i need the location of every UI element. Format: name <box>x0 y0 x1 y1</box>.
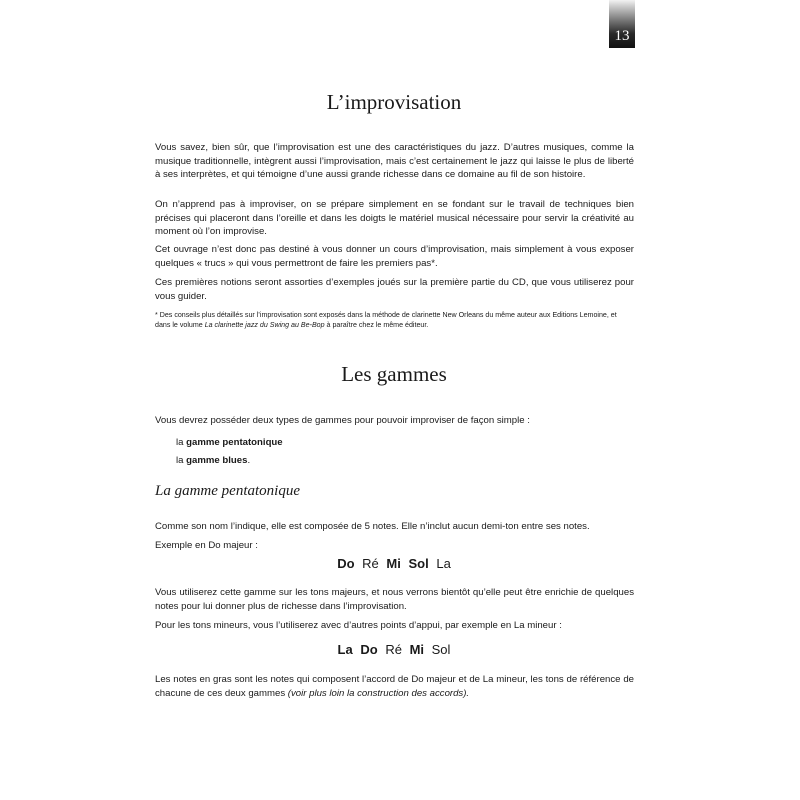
paragraph-improv-3: Cet ouvrage n’est donc pas destiné à vous donner un cours d’improvisation, mais simplement à vous exposer quelques « trucs » qui vous permettront de faire les premiers pas*. <box>155 244 634 269</box>
footnote-book-title: La clarinette jazz du Swing au Be-Bop <box>204 320 325 329</box>
paragraph-italic-note: (voir plus loin la construction des accords). <box>287 687 470 699</box>
paragraph-improv-1: Vous savez, bien sûr, que l’improvisation est une des caractéristiques du jazz. D’autres musiques, comme la musique traditionnelle, intègrent aussi l’improvisation, mais c’est certainement le jazz qui laisse le plus de liberté à ses interprètes, et qui témoigne d’une aussi grande richesse dans ce domaine au fil de son histoire. <box>155 142 634 180</box>
paragraph-gammes-intro: Vous devrez posséder deux types de gammes pour pouvoir improviser de façon simple : <box>155 415 530 426</box>
list-item-prefix: la <box>176 455 187 466</box>
list-item-suffix: . <box>247 455 251 466</box>
page-number-tab <box>609 0 635 48</box>
list-item <box>176 436 283 449</box>
scale-la-minor <box>0 642 788 657</box>
footnote-text-end: à paraître chez le même éditeur. <box>324 320 429 329</box>
list-item-prefix: la <box>176 437 187 448</box>
scale-note: Mi <box>386 556 401 571</box>
scale-note: Ré <box>362 556 379 571</box>
paragraph-text: Les notes en gras sont les notes qui composent l’accord de Do majeur et de La mineur, les tons de référence de chacune de ces deux gammes <box>155 674 634 699</box>
scale-note: Ré <box>385 642 402 657</box>
paragraph-penta-5 <box>155 673 634 700</box>
paragraph-penta-3: Vous utiliserez cette gamme sur les tons majeurs, et nous verrons bientôt qu’elle peut être enrichie de quelques notes pour lui donner plus de richesse dans l’improvisation. <box>155 587 634 612</box>
paragraph-penta-2: Exemple en Do majeur : <box>155 540 258 551</box>
paragraph-improv-4: Ces premières notions seront assorties d’exemples joués sur la première partie du CD, que vous utiliserez pour vous guider. <box>155 277 634 302</box>
scale-note: Mi <box>409 642 425 657</box>
scale-note: La <box>337 642 353 657</box>
paragraph-penta-1: Comme son nom l’indique, elle est composée de 5 notes. Elle n’inclut aucun demi-ton entre ses notes. <box>155 521 590 532</box>
scale-note: La <box>436 556 451 571</box>
scale-note: Do <box>360 642 378 657</box>
scale-note: Do <box>337 556 355 571</box>
scale-note: Sol <box>431 642 451 657</box>
list-item-bold: gamme blues <box>186 455 248 466</box>
section-title-improvisation: L’improvisation <box>326 90 462 114</box>
paragraph-penta-4: Pour les tons mineurs, vous l’utiliserez avec d’autres points d’appui, par exemple en La mineur : <box>155 620 562 631</box>
footnote <box>155 311 634 330</box>
scale-do-major <box>0 556 788 571</box>
page-number: 13 <box>614 28 630 44</box>
footnote-text: * Des conseils plus détaillés sur l’improvisation sont exposés dans la méthode de clarinette New Orleans du même auteur aux Editions Lemoine, et dans le volume <box>155 311 617 329</box>
scale-note: Sol <box>408 556 429 571</box>
list-item <box>176 454 250 467</box>
list-item-bold: gamme pentatonique <box>186 437 283 448</box>
section-title-gammes: Les gammes <box>341 362 447 386</box>
paragraph-improv-2: On n’apprend pas à improviser, on se prépare simplement en se fondant sur le travail de techniques bien précises qui placeront dans l’oreille et dans les doigts le matériel musical nécessaire pour servir la créativité au moment où l’on improvise. <box>155 199 634 237</box>
subsection-title: La gamme pentatonique <box>155 483 300 499</box>
